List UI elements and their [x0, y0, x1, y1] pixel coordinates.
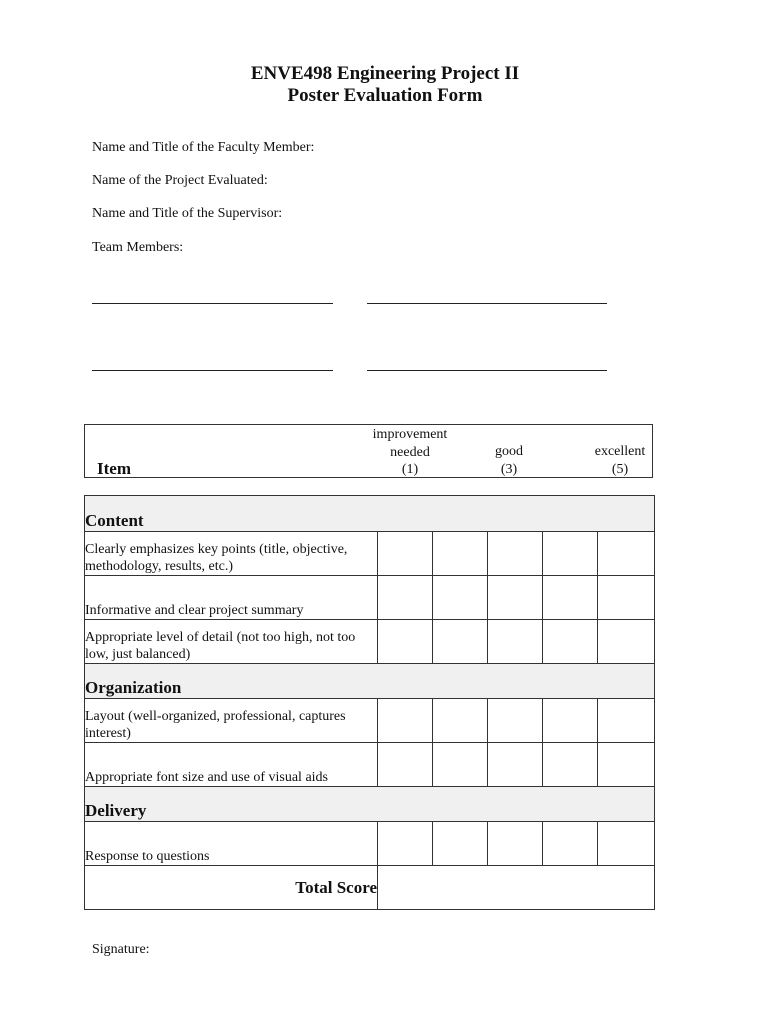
- total-score-cell[interactable]: [378, 866, 655, 910]
- score-cell-5[interactable]: [598, 699, 655, 743]
- score-cell-5[interactable]: [598, 576, 655, 620]
- signature-label: Signature:: [92, 942, 150, 957]
- total-score-label: Total Score: [85, 866, 378, 910]
- team-member-line-3[interactable]: [92, 370, 333, 371]
- improvement-needed-header: improvement needed (1): [372, 427, 448, 477]
- table-row: [85, 532, 655, 576]
- table-row: [85, 699, 655, 743]
- section-row-content: [85, 496, 655, 532]
- excellent-header: excellent (5): [594, 444, 646, 477]
- score-cell-4[interactable]: [543, 743, 598, 787]
- score-cell-1[interactable]: [378, 699, 433, 743]
- section-row-delivery: [85, 787, 655, 822]
- score-cell-3[interactable]: [488, 822, 543, 866]
- score-cell-3[interactable]: [488, 743, 543, 787]
- team-members-label: Team Members:: [92, 240, 184, 255]
- section-title-delivery: Delivery: [85, 787, 655, 822]
- score-cell-2[interactable]: [433, 620, 488, 664]
- section-title-organization: Organization: [85, 664, 655, 699]
- score-cell-3[interactable]: [488, 620, 543, 664]
- criterion-label: Clearly emphasizes key points (title, objective, methodology, results, etc.): [85, 532, 378, 576]
- score-cell-1[interactable]: [378, 822, 433, 866]
- score-cell-5[interactable]: [598, 532, 655, 576]
- score-cell-1[interactable]: [378, 532, 433, 576]
- table-row: [85, 743, 655, 787]
- supervisor-label: Name and Title of the Supervisor:: [92, 206, 283, 221]
- score-cell-4[interactable]: [543, 822, 598, 866]
- section-row-organization: [85, 664, 655, 699]
- score-cell-4[interactable]: [543, 532, 598, 576]
- project-evaluated-label: Name of the Project Evaluated:: [92, 173, 268, 188]
- score-cell-4[interactable]: [543, 576, 598, 620]
- score-cell-2[interactable]: [433, 699, 488, 743]
- score-cell-3[interactable]: [488, 532, 543, 576]
- good-header: good (3): [495, 444, 523, 477]
- score-cell-3[interactable]: [488, 576, 543, 620]
- form-subtitle: Poster Evaluation Form: [287, 85, 483, 106]
- evaluation-table: [84, 495, 655, 910]
- table-row: [85, 576, 655, 620]
- team-member-line-2[interactable]: [367, 303, 607, 304]
- score-cell-1[interactable]: [378, 620, 433, 664]
- form-title: ENVE498 Engineering Project II: [250, 63, 520, 84]
- score-cell-1[interactable]: [378, 576, 433, 620]
- score-cell-1[interactable]: [378, 743, 433, 787]
- team-member-line-1[interactable]: [92, 303, 333, 304]
- score-cell-2[interactable]: [433, 822, 488, 866]
- criterion-label: Response to questions: [85, 822, 378, 866]
- score-cell-5[interactable]: [598, 822, 655, 866]
- score-cell-5[interactable]: [598, 620, 655, 664]
- team-member-line-4[interactable]: [367, 370, 607, 371]
- criterion-label: Appropriate level of detail (not too high, not too low, just balanced): [85, 620, 378, 664]
- section-title-content: Content: [85, 496, 655, 532]
- faculty-member-label: Name and Title of the Faculty Member:: [92, 140, 315, 155]
- item-column-header: Item: [97, 459, 131, 478]
- criterion-label: Layout (well-organized, professional, captures interest): [85, 699, 378, 743]
- score-cell-2[interactable]: [433, 576, 488, 620]
- criterion-label: Appropriate font size and use of visual aids: [85, 743, 378, 787]
- score-cell-2[interactable]: [433, 743, 488, 787]
- score-cell-2[interactable]: [433, 532, 488, 576]
- table-row: [85, 822, 655, 866]
- table-row: [85, 620, 655, 664]
- score-cell-4[interactable]: [543, 699, 598, 743]
- total-score-row: [85, 866, 655, 910]
- criterion-label: Informative and clear project summary: [85, 576, 378, 620]
- score-cell-3[interactable]: [488, 699, 543, 743]
- rating-scale-header: [84, 424, 653, 478]
- score-cell-4[interactable]: [543, 620, 598, 664]
- score-cell-5[interactable]: [598, 743, 655, 787]
